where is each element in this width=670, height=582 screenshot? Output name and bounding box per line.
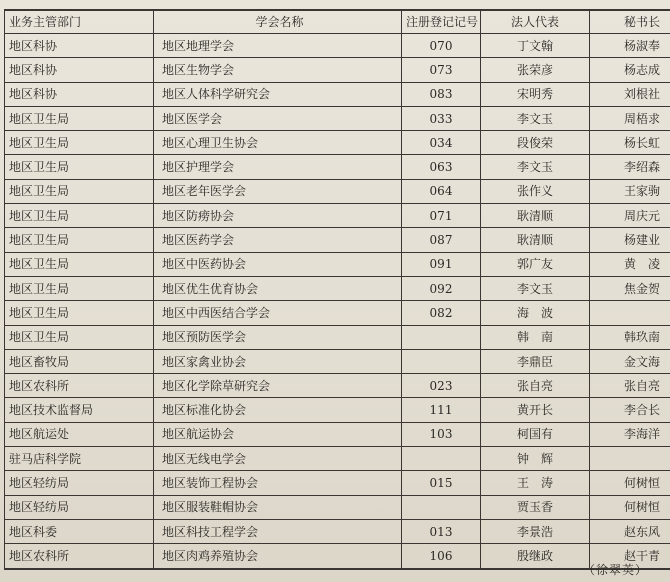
cell-dept: 地区卫生局: [5, 276, 154, 300]
cell-reg: 013: [402, 519, 481, 543]
cell-rep: 李鼎臣: [481, 349, 590, 373]
cell-rep: 柯国有: [481, 422, 590, 446]
cell-rep: 李文玉: [481, 155, 590, 179]
cell-sec: 赵干青: [590, 544, 670, 569]
cell-dept: 驻马店科学院: [5, 447, 154, 471]
table-row: [5, 495, 670, 519]
table-row: [5, 519, 670, 543]
cell-name: 地区预防医学会: [154, 325, 402, 349]
table-header: [5, 10, 670, 34]
cell-dept: 地区技术监督局: [5, 398, 154, 422]
cell-rep: 张荣彦: [481, 58, 590, 82]
table-row: [5, 544, 670, 569]
cell-name: 地区医药学会: [154, 228, 402, 252]
cell-sec: 黄 凌: [590, 252, 670, 276]
cell-sec: 李海洋: [590, 422, 670, 446]
cell-dept: 地区畜牧局: [5, 349, 154, 373]
table-row: [5, 34, 670, 58]
cell-rep: 张自亮: [481, 374, 590, 398]
header-sec: 秘书长: [590, 10, 670, 34]
table-row: [5, 471, 670, 495]
cell-dept: 地区卫生局: [5, 106, 154, 130]
cell-reg: 082: [402, 301, 481, 325]
table-row: [5, 398, 670, 422]
cell-name: 地区家禽业协会: [154, 349, 402, 373]
header-name: 学会名称: [154, 10, 402, 34]
cell-sec: 李绍森: [590, 155, 670, 179]
cell-rep: 海 波: [481, 301, 590, 325]
cell-rep: 殷继政: [481, 544, 590, 569]
cell-dept: 地区卫生局: [5, 301, 154, 325]
cell-sec: 金文海: [590, 349, 670, 373]
cell-reg: 111: [402, 398, 481, 422]
table-row: [5, 228, 670, 252]
cell-rep: 丁文翰: [481, 34, 590, 58]
cell-name: 地区地理学会: [154, 34, 402, 58]
cell-dept: 地区卫生局: [5, 131, 154, 155]
cell-name: 地区人体科学研究会: [154, 82, 402, 106]
cell-dept: 地区科协: [5, 82, 154, 106]
table-row: [5, 276, 670, 300]
cell-reg: 091: [402, 252, 481, 276]
cell-rep: 黄开长: [481, 398, 590, 422]
cell-name: 地区生物学会: [154, 58, 402, 82]
cell-rep: 段俊荣: [481, 131, 590, 155]
cell-sec: 李合长: [590, 398, 670, 422]
table-row: [5, 106, 670, 130]
cell-sec: 杨志成: [590, 58, 670, 82]
cell-reg: 103: [402, 422, 481, 446]
header-rep: 法人代表: [481, 10, 590, 34]
cell-sec: 杨淑奉: [590, 34, 670, 58]
society-registry-table: [4, 9, 670, 570]
table-row: [5, 374, 670, 398]
cell-reg: 015: [402, 471, 481, 495]
cell-name: 地区中医药协会: [154, 252, 402, 276]
cell-reg: 071: [402, 204, 481, 228]
cell-rep: 郭广友: [481, 252, 590, 276]
cell-rep: 钟 辉: [481, 447, 590, 471]
table-row: [5, 58, 670, 82]
table-row: [5, 204, 670, 228]
cell-name: 地区服装鞋帽协会: [154, 495, 402, 519]
cell-rep: 耿清顺: [481, 228, 590, 252]
cell-dept: 地区卫生局: [5, 204, 154, 228]
cell-dept: 地区科委: [5, 519, 154, 543]
cell-rep: 王 涛: [481, 471, 590, 495]
cell-dept: 地区科协: [5, 58, 154, 82]
cell-name: 地区中西医结合学会: [154, 301, 402, 325]
cell-sec: 周庆元: [590, 204, 670, 228]
cell-dept: 地区卫生局: [5, 252, 154, 276]
cell-dept: 地区卫生局: [5, 228, 154, 252]
cell-rep: 贾玉香: [481, 495, 590, 519]
header-dept: 业务主管部门: [5, 10, 154, 34]
cell-name: 地区无线电学会: [154, 447, 402, 471]
cell-reg: 106: [402, 544, 481, 569]
cell-name: 地区标准化协会: [154, 398, 402, 422]
cell-reg: 023: [402, 374, 481, 398]
cell-reg: 063: [402, 155, 481, 179]
cell-reg: [402, 495, 481, 519]
table-row: [5, 82, 670, 106]
cell-name: 地区航运协会: [154, 422, 402, 446]
table-row: [5, 252, 670, 276]
cell-sec: 杨长虹: [590, 131, 670, 155]
cell-name: 地区心理卫生协会: [154, 131, 402, 155]
table-body: [5, 34, 670, 569]
cell-reg: [402, 325, 481, 349]
cell-sec: [590, 301, 670, 325]
cell-sec: 周梧求: [590, 106, 670, 130]
cell-dept: 地区农科所: [5, 374, 154, 398]
cell-dept: 地区轻纺局: [5, 495, 154, 519]
cell-name: 地区肉鸡养殖协会: [154, 544, 402, 569]
table-row: [5, 447, 670, 471]
cell-dept: 地区轻纺局: [5, 471, 154, 495]
table-row: [5, 301, 670, 325]
cell-dept: 地区卫生局: [5, 179, 154, 203]
cell-reg: 064: [402, 179, 481, 203]
cell-reg: 033: [402, 106, 481, 130]
cell-rep: 耿清顺: [481, 204, 590, 228]
cell-rep: 韩 南: [481, 325, 590, 349]
cell-reg: 034: [402, 131, 481, 155]
author-credit: （徐翠英）: [582, 563, 648, 577]
cell-sec: 赵东风: [590, 519, 670, 543]
cell-rep: 李景浩: [481, 519, 590, 543]
cell-sec: 何树恒: [590, 471, 670, 495]
cell-name: 地区科技工程学会: [154, 519, 402, 543]
cell-reg: 083: [402, 82, 481, 106]
cell-reg: [402, 349, 481, 373]
cell-sec: 杨建业: [590, 228, 670, 252]
cell-name: 地区化学除草研究会: [154, 374, 402, 398]
cell-dept: 地区卫生局: [5, 155, 154, 179]
header-reg: 注册登记记号: [402, 10, 481, 34]
cell-name: 地区医学会: [154, 106, 402, 130]
table-row: [5, 179, 670, 203]
cell-sec: 何树恒: [590, 495, 670, 519]
cell-reg: 073: [402, 58, 481, 82]
cell-dept: 地区卫生局: [5, 325, 154, 349]
cell-name: 地区护理学会: [154, 155, 402, 179]
cell-dept: 地区科协: [5, 34, 154, 58]
cell-sec: 王家驹: [590, 179, 670, 203]
cell-sec: 刘根社: [590, 82, 670, 106]
cell-rep: 张作义: [481, 179, 590, 203]
table-row: [5, 155, 670, 179]
cell-reg: 070: [402, 34, 481, 58]
cell-sec: 张自亮: [590, 374, 670, 398]
cell-dept: 地区航运处: [5, 422, 154, 446]
cell-rep: 宋明秀: [481, 82, 590, 106]
cell-rep: 李文玉: [481, 106, 590, 130]
cell-name: 地区优生优育协会: [154, 276, 402, 300]
cell-sec: 焦金贺: [590, 276, 670, 300]
cell-reg: 092: [402, 276, 481, 300]
table-row: [5, 325, 670, 349]
cell-dept: 地区农科所: [5, 544, 154, 569]
table-row: [5, 349, 670, 373]
cell-rep: 李文玉: [481, 276, 590, 300]
cell-name: 地区防痨协会: [154, 204, 402, 228]
header-row: [5, 10, 670, 34]
cell-name: 地区装饰工程协会: [154, 471, 402, 495]
cell-sec: 韩玖南: [590, 325, 670, 349]
cell-reg: [402, 447, 481, 471]
cell-name: 地区老年医学会: [154, 179, 402, 203]
cell-reg: 087: [402, 228, 481, 252]
cell-sec: [590, 447, 670, 471]
table-row: [5, 422, 670, 446]
table-row: [5, 131, 670, 155]
